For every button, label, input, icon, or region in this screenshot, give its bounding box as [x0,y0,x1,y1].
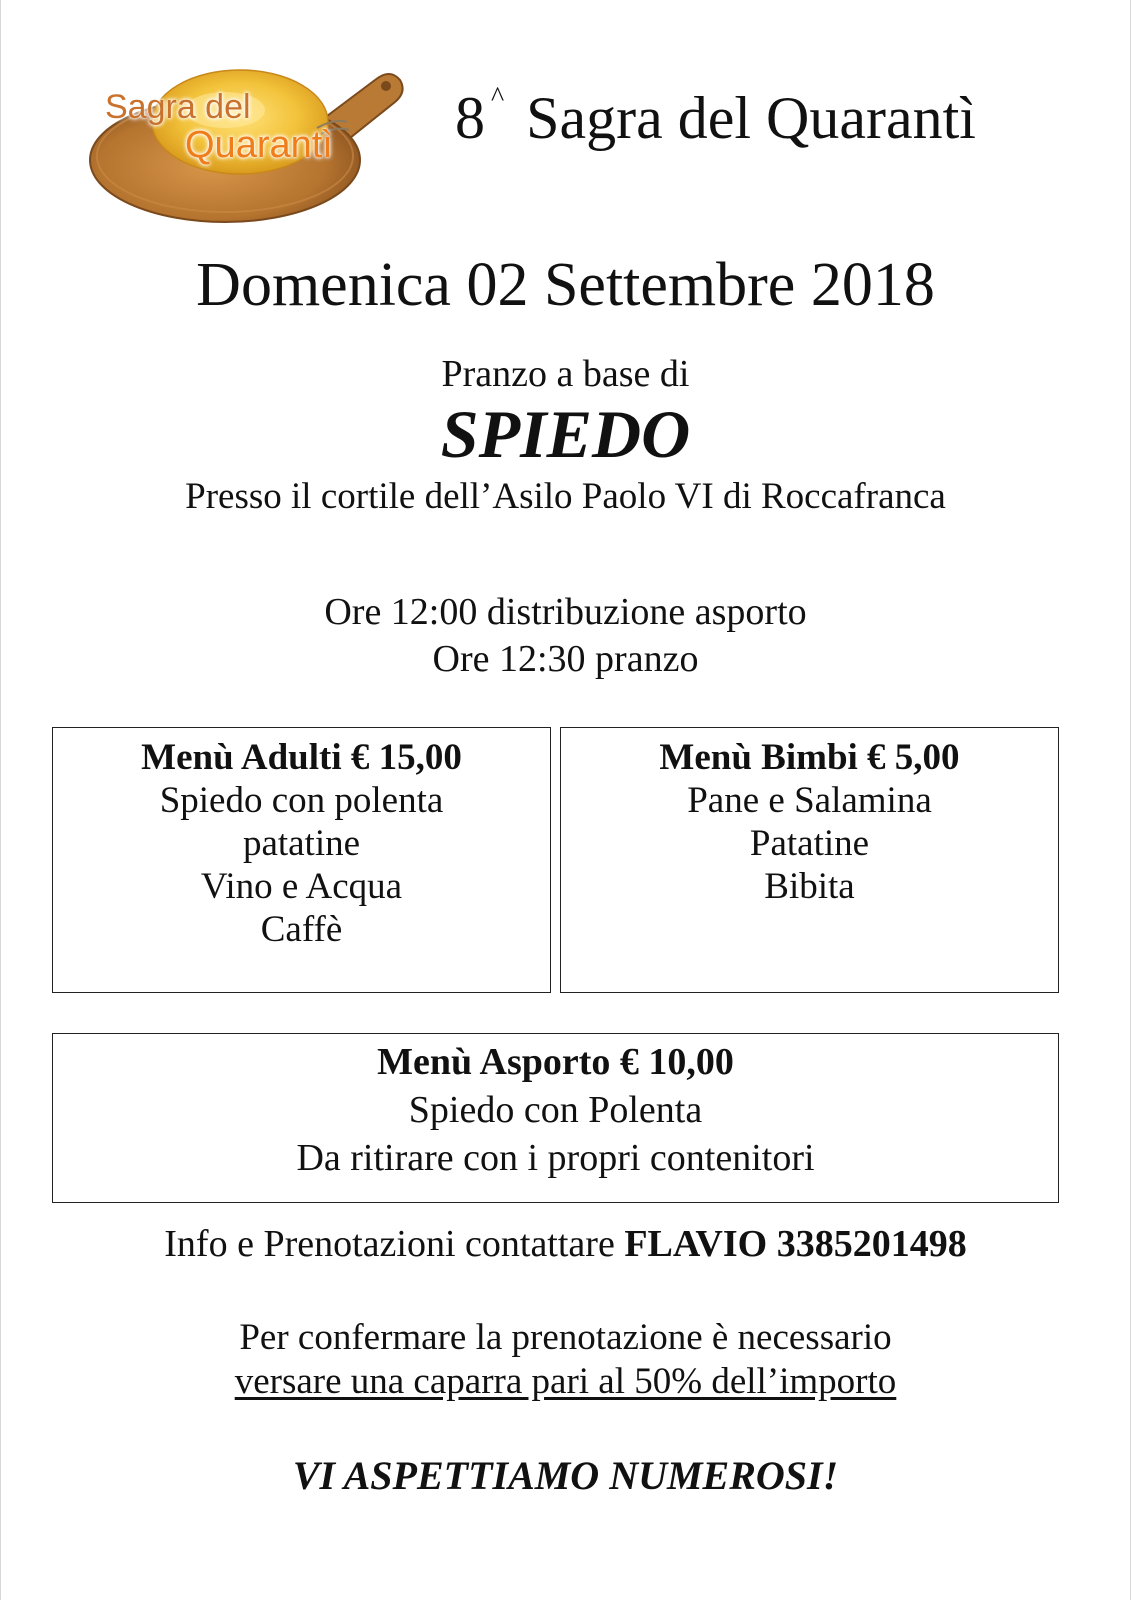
menu-title-bimbi: Menù Bimbi € 5,00 [659,737,960,778]
contact-label: Info e Prenotazioni contattare [164,1223,625,1265]
event-name: Sagra del Quarantì [526,85,976,151]
event-location: Presso il cortile dell’Asilo Paolo VI di Roccafranca [185,476,946,517]
menu-item: Vino e Acqua [200,866,403,907]
logo-text-line2: Quarantì [185,124,333,166]
contact-info [0,1222,1131,1266]
menu-item: Spiedo con Polenta [408,1089,703,1131]
contact-phone: FLAVIO 3385201498 [624,1223,967,1265]
menu-item: Caffè [260,909,343,950]
menu-item: Bibita [764,866,855,907]
menu-item: Spiedo con polenta [159,780,444,821]
confirmation-line2 [0,1360,1131,1403]
event-title [455,82,976,151]
logo-text-line1: Sagra del [105,88,251,126]
edition-number: 8 [455,85,485,151]
dish-name: SPIEDO [440,396,691,472]
confirmation-deposit-text: versare una caparra pari al 50% dell’importo [234,1361,897,1402]
menu-item: Pane e Salamina [687,780,932,821]
lunch-intro: Pranzo a base di [441,353,690,395]
menu-item: Da ritirare con i propri contenitori [296,1137,815,1179]
event-date: Domenica 02 Settembre 2018 [196,251,935,319]
menu-title-adulti: Menù Adulti € 15,00 [141,737,462,778]
sagra-logo [85,50,415,230]
schedule-lunch: Ore 12:30 pranzo [432,638,699,680]
menu-box-bimbi [560,727,1059,993]
menu-title-asporto: Menù Asporto € 10,00 [377,1041,734,1083]
logo-text [105,90,333,164]
schedule-takeaway: Ore 12:00 distribuzione asporto [324,591,807,633]
menu-item: patatine [242,823,361,864]
edition-mark: ^ [491,82,505,113]
menu-box-adulti [52,727,551,993]
menu-box-asporto [52,1033,1059,1203]
confirmation-line1: Per confermare la prenotazione è necessario [239,1317,892,1358]
closing-message: VI ASPETTIAMO NUMEROSI! [292,1453,839,1498]
menu-item: Patatine [749,823,870,864]
